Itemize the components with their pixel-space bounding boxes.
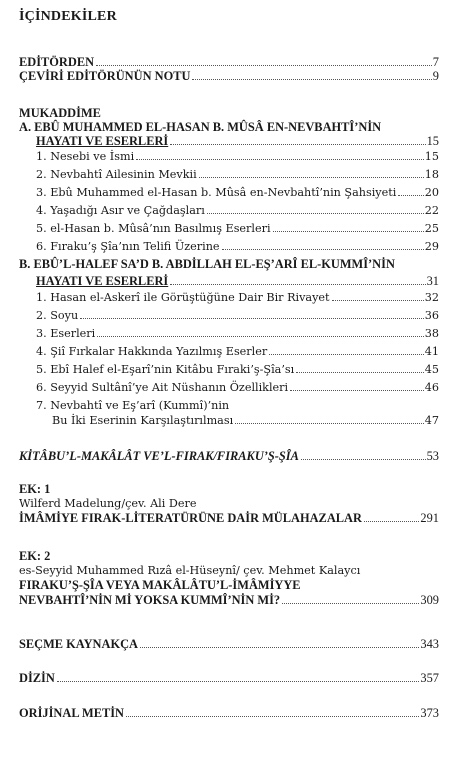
entry-label: 3. Eserleri bbox=[36, 327, 96, 340]
toc-entry-section-b[interactable] bbox=[36, 274, 439, 288]
ek2-heading: EK: 2 bbox=[19, 549, 51, 563]
entry-page: 53 bbox=[426, 449, 439, 463]
entry-page: 20 bbox=[424, 186, 439, 199]
dot-leader bbox=[136, 159, 424, 160]
toc-entry-b-3[interactable] bbox=[36, 327, 439, 341]
entry-page: 38 bbox=[424, 327, 439, 340]
entry-label: 5. el-Hasan b. Mûsâ’nın Basılmış Eserleri bbox=[36, 222, 271, 235]
toc-heading-mukaddime: MUKADDİME bbox=[19, 106, 101, 120]
toc-entry-kitab[interactable] bbox=[19, 449, 439, 463]
dot-leader bbox=[97, 336, 424, 337]
toc-entry-section-a[interactable] bbox=[36, 134, 439, 148]
entry-page: 31 bbox=[426, 274, 439, 288]
toc-entry-ceviri-notu[interactable] bbox=[19, 69, 439, 83]
entry-page: 18 bbox=[424, 168, 439, 181]
entry-page: 22 bbox=[424, 204, 439, 217]
entry-label: 4. Yaşadığı Asır ve Çağdaşları bbox=[36, 204, 205, 217]
entry-page: 29 bbox=[424, 240, 439, 253]
dot-leader bbox=[192, 79, 431, 80]
toc-entry-dizin[interactable] bbox=[19, 671, 439, 685]
entry-page: 343 bbox=[420, 637, 439, 651]
dot-leader bbox=[170, 284, 425, 285]
entry-page: 45 bbox=[424, 363, 439, 376]
dot-leader bbox=[273, 231, 424, 232]
entry-label: İMÂMİYE FIRAK-LİTERATÜRÜNE DAİR MÜLAHAZALAR bbox=[19, 511, 362, 525]
dot-leader bbox=[170, 144, 425, 145]
toc-entry-a-5[interactable] bbox=[36, 222, 439, 236]
toc-entry-a-4[interactable] bbox=[36, 204, 439, 218]
dot-leader bbox=[398, 195, 423, 196]
entry-page: 47 bbox=[424, 414, 439, 427]
entry-page: 15 bbox=[426, 134, 439, 148]
toc-entry-b-7[interactable] bbox=[52, 414, 439, 428]
entry-page: 309 bbox=[420, 593, 439, 607]
toc-entry-ek2[interactable] bbox=[19, 593, 439, 607]
section-a-heading-line1: A. EBÛ MUHAMMED EL-HASAN B. MÛSÂ EN-NEVBAHTÎ’NİN bbox=[19, 120, 382, 134]
ek1-heading: EK: 1 bbox=[19, 482, 51, 496]
toc-entry-ek1[interactable] bbox=[19, 511, 439, 525]
entry-label: 3. Ebû Muhammed el-Hasan b. Mûsâ en-Nevbahtî’nin Şahsiyeti bbox=[36, 186, 397, 199]
entry-page: 7 bbox=[432, 55, 439, 69]
dot-leader bbox=[282, 603, 419, 604]
toc-entry-b-2[interactable] bbox=[36, 309, 439, 323]
entry-page: 41 bbox=[424, 345, 439, 358]
entry-label: 1. Hasan el-Askerî ile Görüştüğüne Dair Bir Rivayet bbox=[36, 291, 330, 304]
dot-leader bbox=[96, 65, 432, 66]
entry-label: NEVBAHTÎ’NİN Mİ YOKSA KUMMÎ’NİN Mİ? bbox=[19, 593, 281, 607]
ek1-author: Wilferd Madelung/çev. Ali Dere bbox=[19, 497, 197, 510]
dot-leader bbox=[222, 249, 424, 250]
dot-leader bbox=[290, 390, 424, 391]
toc-title: İÇİNDEKİLER bbox=[19, 9, 117, 24]
entry-label: 2. Nevbahtî Ailesinin Mevkii bbox=[36, 168, 197, 181]
dot-leader bbox=[126, 716, 419, 717]
dot-leader bbox=[199, 177, 424, 178]
entry-page: 291 bbox=[420, 511, 439, 525]
dot-leader bbox=[57, 681, 420, 682]
toc-entry-b-1[interactable] bbox=[36, 291, 439, 305]
entry-page: 373 bbox=[420, 706, 439, 720]
toc-entry-orijinal[interactable] bbox=[19, 706, 439, 720]
entry-label: KİTÂBU’L-MAKÂLÂT VE’L-FIRAK/FIRAKU’Ş-ŞÎA bbox=[19, 449, 299, 463]
toc-entry-a-6[interactable] bbox=[36, 240, 439, 254]
entry-page: 15 bbox=[424, 150, 439, 163]
section-b-heading-line1: B. EBÛ’L-HALEF SA’D B. ABDİLLAH EL-EŞ’ARÎ EL-KUMMÎ’NİN bbox=[19, 257, 395, 271]
entry-label: HAYATI VE ESERLERİ bbox=[36, 274, 169, 288]
toc-entry-a-1[interactable] bbox=[36, 150, 439, 164]
entry-label: 6. Seyyid Sultânî’ye Ait Nüshanın Özellikleri bbox=[36, 381, 289, 394]
entry-page: 46 bbox=[424, 381, 439, 394]
dot-leader bbox=[80, 318, 424, 319]
entry-label: 4. Şiî Fırkalar Hakkında Yazılmış Eserler bbox=[36, 345, 268, 358]
entry-page: 25 bbox=[424, 222, 439, 235]
entry-label: SEÇME KAYNAKÇA bbox=[19, 637, 138, 651]
entry-label: ORİJİNAL METİN bbox=[19, 706, 124, 720]
ek2-title-line1: FIRAKU’Ş-ŞÎA VEYA MAKÂLÂTU’L-İMÂMİYYE bbox=[19, 578, 301, 592]
toc-entry-b-7-line1: 7. Nevbahtî ve Eş’arî (Kummî)’nin bbox=[36, 399, 230, 412]
entry-page: 36 bbox=[424, 309, 439, 322]
toc-entry-b-6[interactable] bbox=[36, 381, 439, 395]
entry-label: Bu İki Eserinin Karşılaştırılması bbox=[52, 414, 234, 427]
dot-leader bbox=[364, 521, 419, 522]
entry-label: 5. Ebî Halef el-Eşarî’nin Kitâbu Fıraki’ş-Şîa’sı bbox=[36, 363, 295, 376]
toc-entry-a-2[interactable] bbox=[36, 168, 439, 182]
entry-page: 32 bbox=[424, 291, 439, 304]
dot-leader bbox=[207, 213, 424, 214]
dot-leader bbox=[235, 423, 424, 424]
dot-leader bbox=[301, 459, 426, 460]
entry-label: 1. Nesebi ve İsmi bbox=[36, 150, 135, 163]
dot-leader bbox=[332, 300, 424, 301]
entry-label: 6. Fıraku’ş Şîa’nın Telifi Üzerine bbox=[36, 240, 220, 253]
dot-leader bbox=[140, 647, 419, 648]
dot-leader bbox=[269, 354, 424, 355]
dot-leader bbox=[296, 372, 424, 373]
toc-entry-editorden[interactable] bbox=[19, 55, 439, 69]
toc-entry-b-5[interactable] bbox=[36, 363, 439, 377]
entry-label: HAYATI VE ESERLERİ bbox=[36, 134, 169, 148]
toc-entry-a-3[interactable] bbox=[36, 186, 439, 200]
toc-entry-kaynakca[interactable] bbox=[19, 637, 439, 651]
entry-label: DİZİN bbox=[19, 671, 55, 685]
entry-label: ÇEVİRİ EDİTÖRÜNÜN NOTU bbox=[19, 69, 191, 83]
entry-page: 357 bbox=[420, 671, 439, 685]
entry-page: 9 bbox=[432, 69, 439, 83]
entry-label: 2. Soyu bbox=[36, 309, 79, 322]
entry-label: EDİTÖRDEN bbox=[19, 55, 95, 69]
ek2-author: es-Seyyid Muhammed Rızâ el-Hüseynî/ çev. Mehmet Kalaycı bbox=[19, 564, 361, 577]
toc-entry-b-4[interactable] bbox=[36, 345, 439, 359]
